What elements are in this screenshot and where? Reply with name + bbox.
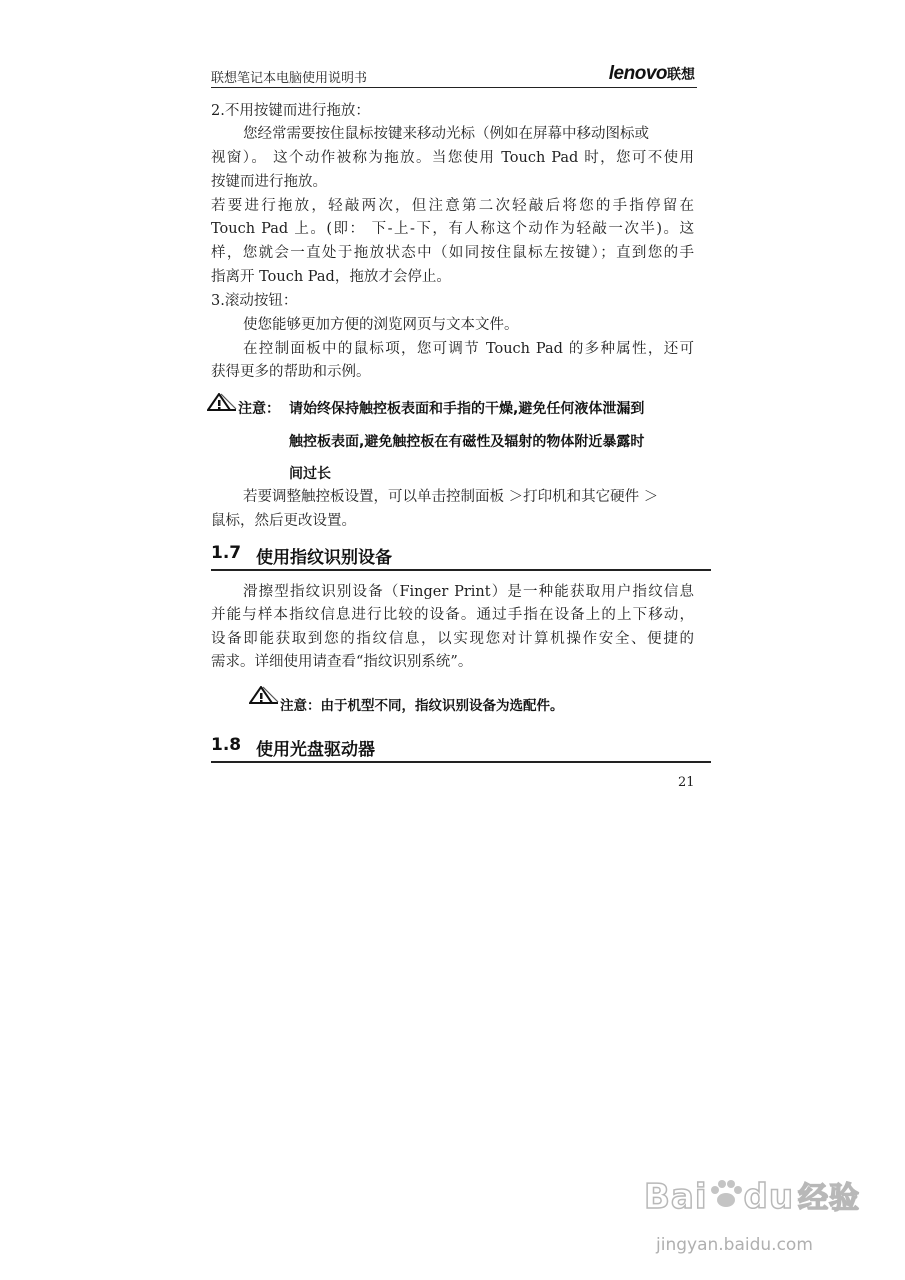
paragraph-line: Touch Pad 上。(即： 下-上-下，有人称这个动作为轻敲一次半)。这 xyxy=(211,221,694,237)
paw-icon xyxy=(708,1178,744,1210)
paragraph-line: 若要进行拖放，轻敲两次，但注意第二次轻敲后将您的手指停留在 xyxy=(211,198,694,214)
page-header xyxy=(211,63,697,88)
note-label: 注意： xyxy=(238,401,280,417)
section-title: 使用指纹识别设备 xyxy=(256,548,392,568)
paragraph-line: 鼠标，然后更改设置。 xyxy=(211,513,356,529)
paragraph-line: 按键而进行拖放。 xyxy=(211,174,327,190)
paragraph-line: 在控制面板中的鼠标项，您可调节 Touch Pad 的多种属性，还可 xyxy=(243,341,694,357)
section-heading xyxy=(211,543,711,571)
paragraph-line: 获得更多的帮助和示例。 xyxy=(211,364,371,380)
paragraph-line: 您经常需要按住鼠标按键来移动光标（例如在屏幕中移动图标或 xyxy=(243,126,649,142)
paragraph-line: 若要调整触控板设置，可以单击控制面板 ＞打印机和其它硬件 ＞ xyxy=(243,489,659,505)
logo-brand: lenovo xyxy=(608,63,667,84)
paragraph-line: 并能与样本指纹信息进行比较的设备。通过手指在设备上的上下移动， xyxy=(211,607,694,623)
paragraph-line: 设备即能获取到您的指纹信息，以实现您对计算机操作安全、便捷的 xyxy=(211,631,694,647)
lenovo-logo xyxy=(609,63,695,85)
page-number: 21 xyxy=(678,775,695,790)
paragraph-line: 3.滚动按钮： xyxy=(211,293,298,309)
paragraph-line: 需求。详细使用请查看“指纹识别系统”。 xyxy=(211,654,473,670)
note-text: 请始终保持触控板表面和手指的干燥,避免任何液体泄漏到 xyxy=(289,401,645,417)
warning-icon xyxy=(207,393,237,411)
paragraph-line: 视窗）。 这个动作被称为拖放。当您使用 Touch Pad 时，您可不使用 xyxy=(211,150,694,166)
paragraph-line: 使您能够更加方便的浏览网页与文本文件。 xyxy=(243,317,519,333)
section-title: 使用光盘驱动器 xyxy=(256,740,375,760)
note-text: 注意：由于机型不同，指纹识别设备为选配件。 xyxy=(280,698,564,714)
section-heading xyxy=(211,735,711,763)
paragraph-line: 滑擦型指纹识别设备（Finger Print）是一种能获取用户指纹信息 xyxy=(243,584,694,600)
baidu-watermark xyxy=(636,1165,866,1275)
paragraph-line: 2.不用按键而进行拖放： xyxy=(211,103,370,119)
paragraph-line: 样，您就会一直处于拖放状态中（如同按住鼠标左按键）；直到您的手 xyxy=(211,245,694,261)
note-text: 触控板表面,避免触控板在有磁性及辐射的物体附近暴露时 xyxy=(289,434,645,450)
document-title: 联想笔记本电脑使用说明书 xyxy=(211,71,368,86)
watermark-brand: Bai du 经验 xyxy=(644,1177,861,1217)
section-number: 1.7 xyxy=(211,543,242,563)
paragraph-line: 指离开 Touch Pad，拖放才会停止。 xyxy=(211,269,451,285)
watermark-url: jingyan.baidu.com xyxy=(656,1235,813,1255)
section-number: 1.8 xyxy=(211,735,242,755)
logo-brand-cn: 联想 xyxy=(667,66,695,82)
note-text: 间过长 xyxy=(289,466,331,482)
warning-icon xyxy=(249,686,279,704)
